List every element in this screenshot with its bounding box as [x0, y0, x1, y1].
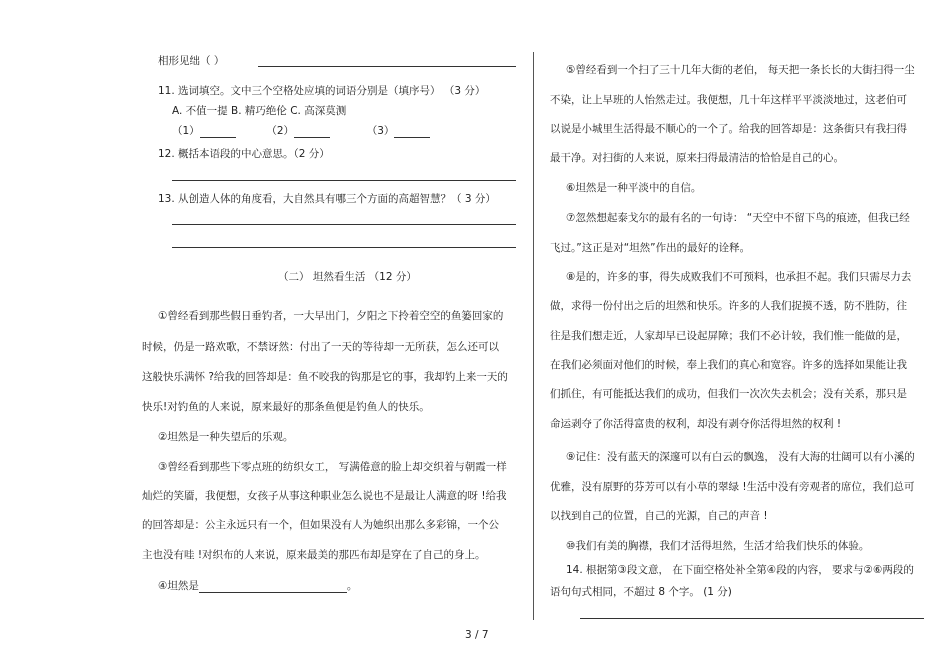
question-14: 语句句式相同，不超过 8 个字。 (1 分)	[550, 586, 732, 598]
paragraph-line: 做，求得一份付出之后的坦然和快乐。许多的人我们捉摸不透，防不胜防，往	[550, 300, 907, 312]
text-line: 相形见绌（ ）	[158, 55, 225, 67]
column-divider	[533, 52, 534, 620]
paragraph-line: 以说是小城里生活得最不顺心的一个了。给我的回答却是：这条街只有我扫得	[550, 123, 907, 135]
question-14: 14. 根据第③段文意， 在下面空格处补全第④段的内容， 要求与②⑥两段的	[566, 564, 914, 576]
paragraph-line: 们抓住，有可能抵达我们的成功，但我们一次次失去机会；没有关系，那只是	[550, 388, 907, 400]
paragraph-line: 时候，仍是一路欢歌，不禁讶然：付出了一天的等待却一无所获，怎么还可以	[142, 341, 499, 353]
paragraph-line: ②坦然是一种失望后的乐观。	[158, 431, 294, 443]
paragraph-line: ⑥坦然是一种平淡中的自信。	[566, 182, 702, 194]
paragraph-line: ①曾经看到那些假日垂钓者，一大早出门，夕阳之下拎着空空的鱼篓回家的	[158, 310, 504, 322]
question-12: 12. 概括本语段的中心意思。（2 分）	[158, 148, 330, 160]
paragraph-line: ⑨记住：没有蓝天的深邃可以有白云的飘逸， 没有大海的壮阔可以有小溪的	[566, 451, 915, 463]
paragraph-line: ⑩我们有美的胸襟，我们才活得坦然，生活才给我们快乐的体验。	[566, 540, 870, 552]
paragraph-line: 快乐!对钓鱼的人来说，原来最好的那条鱼便是钓鱼人的快乐。	[142, 401, 430, 413]
question-11-blanks: （1） （2） （3）	[172, 124, 430, 138]
paragraph-line: ③曾经看到那些下零点班的纺织女工， 写满倦意的脸上却交织着与朝霞一样	[158, 461, 507, 473]
answer-line	[172, 180, 516, 181]
paragraph-line: 在我们必须面对他们的时候，奉上我们的真心和宽容。许多的选择如果能让我	[550, 359, 907, 371]
answer-line	[172, 224, 516, 225]
paragraph-line: 不染，让上早班的人怡然走过。我便想，几十年这样平平淡淡地过，这老伯可	[550, 94, 907, 106]
paragraph-line: 飞过。”这正是对“坦然”作出的最好的诠释。	[550, 242, 751, 254]
answer-line	[172, 247, 516, 248]
question-13: 13. 从创造人体的角度看，大自然具有哪三个方面的高超智慧？（ 3 分）	[158, 193, 496, 205]
fill-in-line: ④坦然是 。	[158, 580, 358, 592]
paragraph-line: 灿烂的笑靥，我便想，女孩子从事这种职业怎么说也不是最让人满意的呀 !给我	[142, 490, 507, 502]
question-11-options: A. 不值一提 B. 精巧绝伦 C. 高深莫测	[172, 105, 347, 117]
paragraph-line: 优雅，没有原野的芬芳可以有小草的翠绿 !生活中没有旁观者的席位，我们总可	[550, 481, 915, 493]
page-number: 3 / 7	[465, 629, 489, 641]
paragraph-line: 以找到自己的位置，自己的光源，自己的声音 !	[550, 510, 768, 522]
answer-line	[580, 618, 924, 619]
question-11: 11. 选词填空。文中三个空格处应填的词语分别是（填序号） （3 分）	[158, 85, 486, 97]
paragraph-line: 命运剥夺了你活得富贵的权利，却没有剥夺你活得坦然的权利 !	[550, 418, 842, 430]
paragraph-line: 最干净。对扫街的人来说，原来扫得最清洁的恰恰是自己的心。	[550, 152, 844, 164]
paragraph-line: 这般快乐满怀 ?给我的回答却是：鱼不咬我的钩那是它的事，我却钓上来一天的	[142, 371, 508, 383]
paragraph-line: ⑦忽然想起泰戈尔的最有名的一句诗： “天空中不留下鸟的痕迹，但我已经	[566, 212, 910, 224]
paragraph-line: 主也没有哇 !对织布的人来说，原来最美的那匹布却是穿在了自己的身上。	[142, 549, 486, 561]
section-title: （二） 坦然看生活 （12 分）	[278, 271, 417, 283]
paragraph-line: 往是我们想走近，人家却早已设起屏障；我们不必计较，我们惟一能做的是，	[550, 330, 907, 342]
answer-line	[258, 66, 516, 67]
paragraph-line: ⑤曾经看到一个扫了三十几年大街的老伯， 每天把一条长长的大街扫得一尘	[566, 64, 915, 76]
paragraph-line: 的回答却是：公主永远只有一个，但如果没有人为她织出那么多彩锦，一个公	[142, 519, 499, 531]
paragraph-line: ⑧是的，许多的事，得失成败我们不可预料，也承担不起。我们只需尽力去	[566, 271, 912, 283]
